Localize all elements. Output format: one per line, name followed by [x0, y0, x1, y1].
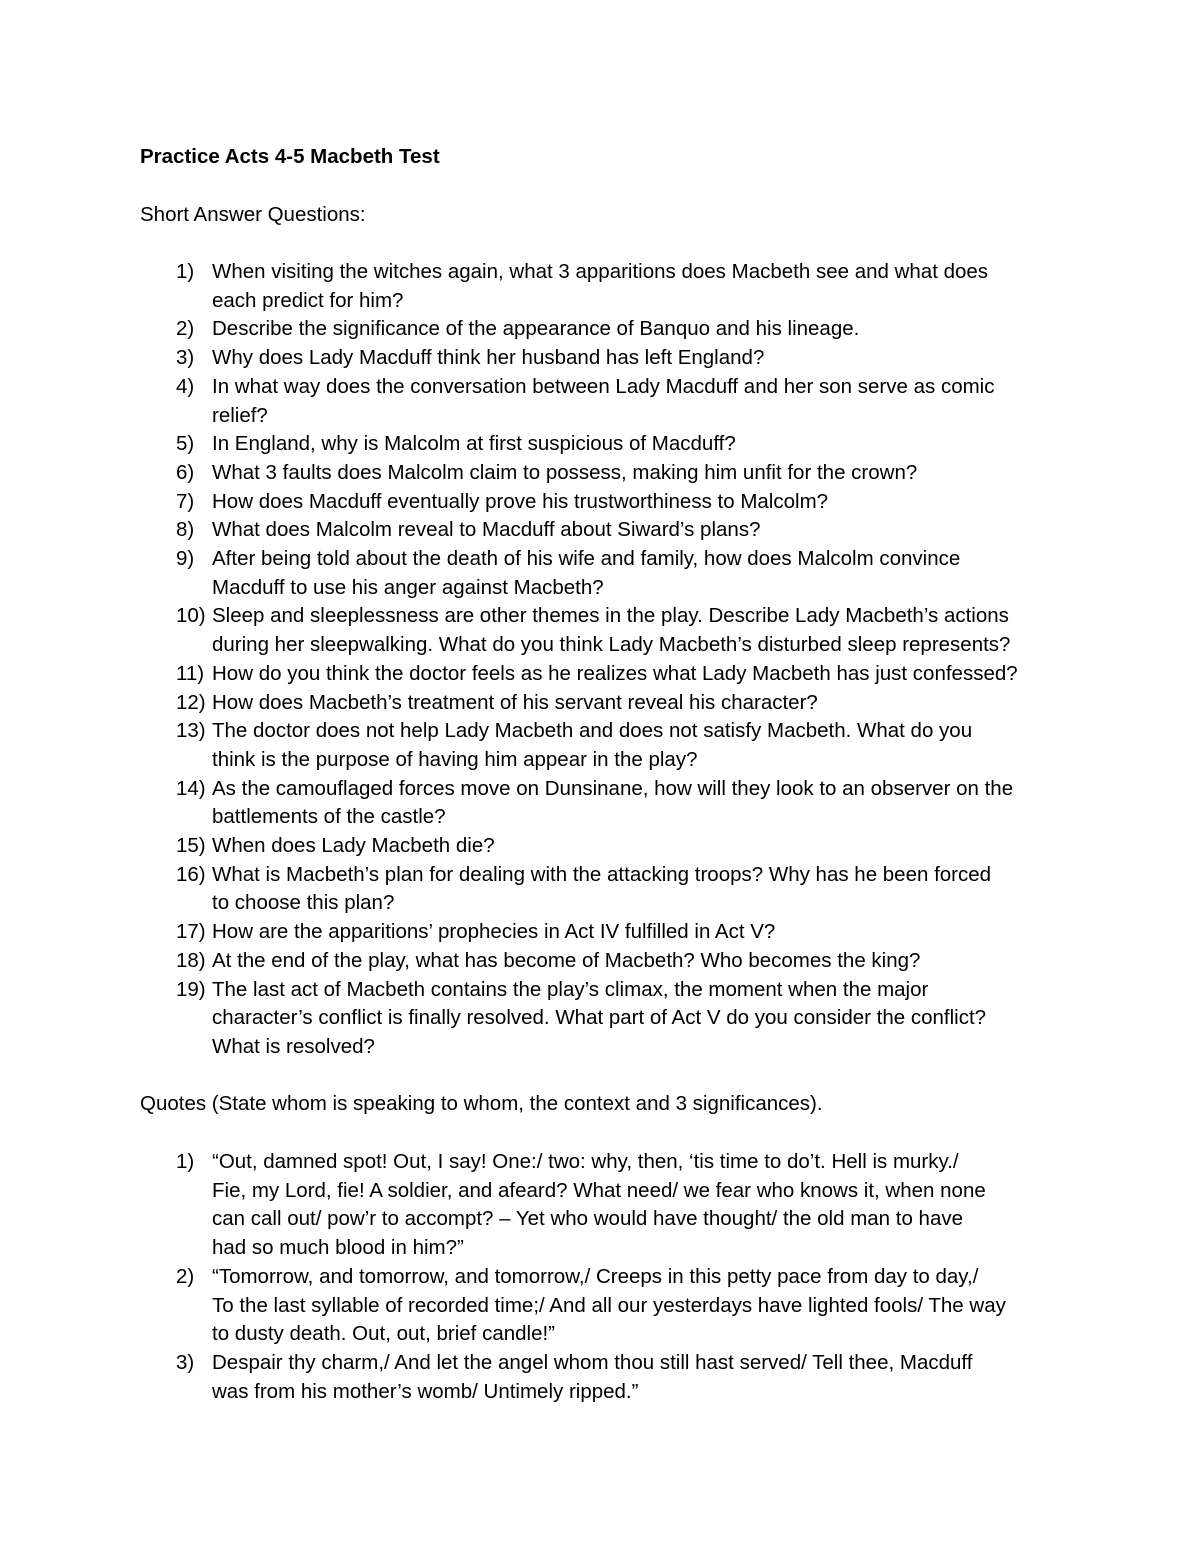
short-answer-heading: Short Answer Questions:: [140, 203, 366, 226]
question-line: How does Macbeth’s treatment of his servant reveal his character?: [212, 690, 818, 714]
quote-number: 1): [176, 1150, 195, 1173]
quotes-list: [0, 1148, 1006, 1406]
question-number: 8): [176, 518, 195, 542]
question-number: 12): [176, 690, 206, 714]
question-number: 1): [176, 260, 195, 283]
question-item: [0, 373, 1018, 430]
question-number: 19): [176, 977, 206, 1001]
question-line: In England, why is Malcolm at first suspicious of Macduff?: [212, 432, 736, 456]
quote-line: Despair thy charm,/ And let the angel whom thou still hast served/ Tell thee, Macduff: [212, 1350, 973, 1374]
question-line: The doctor does not help Lady Macbeth and does not satisfy Macbeth. What do you: [212, 719, 973, 743]
question-item: [0, 258, 1018, 315]
question-line: Why does Lady Macduff think her husband has left England?: [212, 346, 765, 370]
question-number: 14): [176, 776, 206, 800]
quote-line: can call out/ pow’r to accompt? – Yet who would have thought/ the old man to have: [212, 1207, 964, 1231]
quote-line: To the last syllable of recorded time;/ And all our yesterdays have lighted fools/ The way: [212, 1293, 1006, 1317]
question-item: [0, 602, 1018, 659]
question-line: during her sleepwalking. What do you think Lady Macbeth’s disturbed sleep represents?: [212, 633, 1011, 657]
question-line: When visiting the witches again, what 3 apparitions does Macbeth see and what does: [212, 260, 989, 283]
quote-line: Fie, my Lord, fie! A soldier, and afeard? What need/ we fear who knows it, when none: [212, 1178, 986, 1202]
question-line: How are the apparitions’ prophecies in Act IV fulfilled in Act V?: [212, 920, 776, 944]
question-number: 2): [176, 317, 195, 341]
question-line: think is the purpose of having him appear in the play?: [212, 747, 698, 771]
question-line: What is resolved?: [212, 1034, 375, 1058]
question-number: 7): [176, 489, 195, 513]
question-line: In what way does the conversation between Lady Macduff and her son serve as comic: [212, 374, 995, 398]
question-item: [0, 832, 1018, 861]
question-item: [0, 775, 1018, 832]
question-line: Macduff to use his anger against Macbeth?: [212, 575, 604, 599]
quote-number: 3): [176, 1350, 195, 1374]
question-line: relief?: [212, 403, 268, 427]
quote-line: “Tomorrow, and tomorrow, and tomorrow,/ Creeps in this petty pace from day to day,/: [212, 1264, 979, 1288]
question-line: What 3 faults does Malcolm claim to possess, making him unfit for the crown?: [212, 460, 918, 484]
question-number: 18): [176, 948, 206, 972]
quote-item: [0, 1349, 1006, 1406]
question-number: 9): [176, 547, 195, 571]
question-line: What is Macbeth’s plan for dealing with the attacking troops? Why has he been forced: [212, 862, 992, 886]
question-item: [0, 717, 1018, 774]
question-number: 5): [176, 432, 195, 456]
question-line: battlements of the castle?: [212, 805, 446, 829]
quotes-heading: Quotes (State whom is speaking to whom, the context and 3 significances).: [140, 1092, 823, 1115]
question-item: [0, 918, 1018, 947]
question-number: 13): [176, 719, 206, 743]
question-item: [0, 344, 1018, 373]
quote-item: [0, 1263, 1006, 1349]
quote-item: [0, 1148, 1006, 1263]
question-line: How do you think the doctor feels as he realizes what Lady Macbeth has just confessed?: [212, 661, 1018, 685]
page-title: Practice Acts 4-5 Macbeth Test: [140, 145, 440, 168]
quote-line: “Out, damned spot! Out, I say! One:/ two: why, then, ‘tis time to do’t. Hell is murky./: [212, 1150, 959, 1173]
question-item: [0, 660, 1018, 689]
question-item: [0, 689, 1018, 718]
question-number: 11): [176, 661, 205, 685]
question-number: 10): [176, 604, 206, 628]
question-number: 16): [176, 862, 206, 886]
question-item: [0, 430, 1018, 459]
question-line: As the camouflaged forces move on Dunsinane, how will they look to an observer on the: [212, 776, 1014, 800]
question-line: At the end of the play, what has become of Macbeth? Who becomes the king?: [212, 948, 921, 972]
question-item: [0, 976, 1018, 1062]
question-line: When does Lady Macbeth die?: [212, 834, 495, 858]
question-item: [0, 947, 1018, 976]
quote-line: was from his mother’s womb/ Untimely ripped.”: [212, 1379, 639, 1403]
question-item: [0, 459, 1018, 488]
question-line: After being told about the death of his wife and family, how does Malcolm convince: [212, 547, 961, 571]
question-number: 17): [176, 920, 206, 944]
question-line: The last act of Macbeth contains the play’s climax, the moment when the major: [212, 977, 929, 1001]
question-number: 6): [176, 460, 195, 484]
quote-line: to dusty death. Out, out, brief candle!”: [212, 1322, 556, 1346]
question-line: to choose this plan?: [212, 891, 395, 915]
question-line: each predict for him?: [212, 288, 404, 312]
question-item: [0, 861, 1018, 918]
question-line: Describe the significance of the appearance of Banquo and his lineage.: [212, 317, 860, 341]
question-number: 3): [176, 346, 195, 370]
question-item: [0, 516, 1018, 545]
quote-line: had so much blood in him?”: [212, 1236, 464, 1260]
question-line: What does Malcolm reveal to Macduff about Siward’s plans?: [212, 518, 761, 542]
question-item: [0, 488, 1018, 517]
question-item: [0, 315, 1018, 344]
question-item: [0, 545, 1018, 602]
question-number: 15): [176, 834, 206, 858]
question-line: Sleep and sleeplessness are other themes in the play. Describe Lady Macbeth’s actions: [212, 604, 1009, 628]
question-number: 4): [176, 374, 195, 398]
question-line: How does Macduff eventually prove his trustworthiness to Malcolm?: [212, 489, 829, 513]
short-answer-list: [0, 258, 1018, 1062]
question-line: character’s conflict is finally resolved. What part of Act V do you consider the conflict?: [212, 1006, 987, 1030]
quote-number: 2): [176, 1264, 195, 1288]
